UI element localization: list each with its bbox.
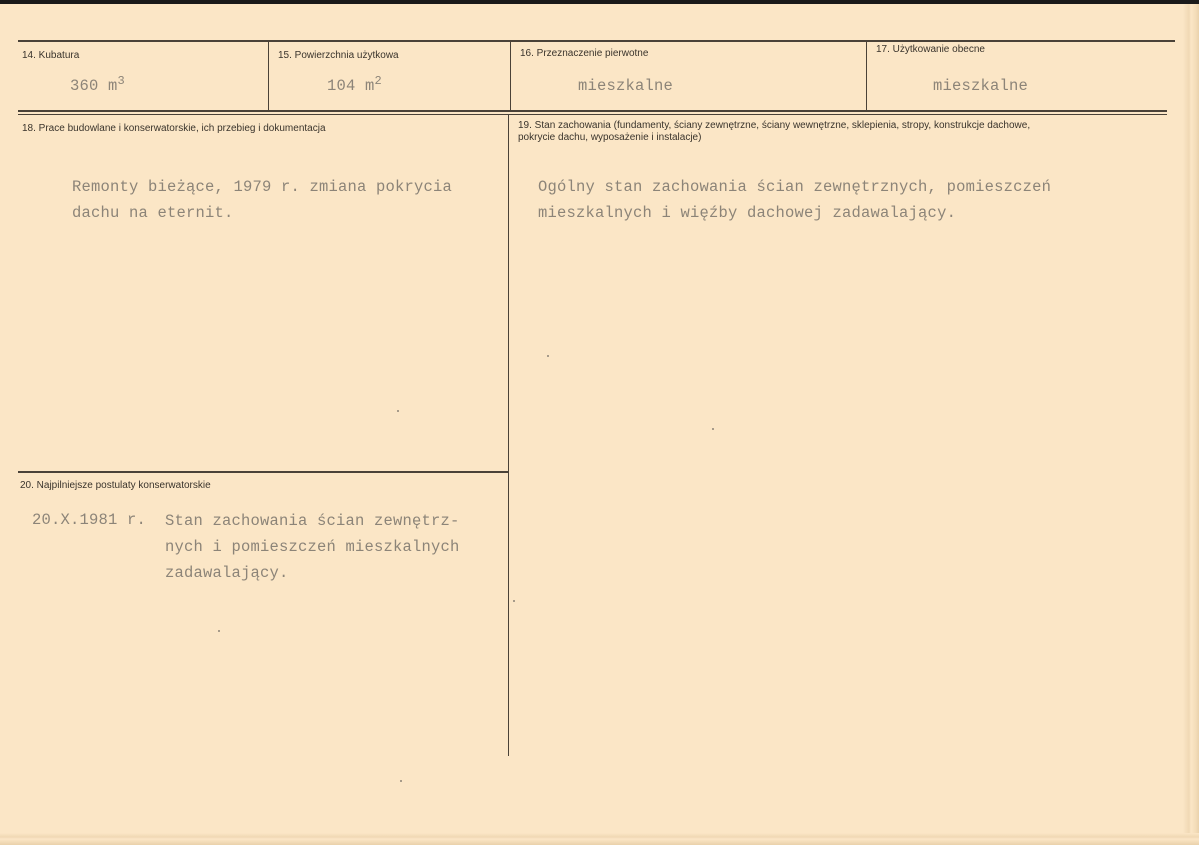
field-16-value: mieszkalne (578, 77, 674, 95)
row1-divider-2 (510, 41, 511, 111)
field-15-unit-exponent: 2 (374, 74, 382, 88)
section20-top-rule (18, 471, 508, 473)
card-edge-bottom (0, 833, 1199, 845)
paper-speck (400, 780, 402, 782)
field-14-value (70, 74, 125, 95)
row2-top-rule (18, 114, 1167, 115)
field-20-date: 20.X.1981 r. (32, 511, 147, 529)
paper-speck (547, 355, 549, 357)
top-rule (18, 40, 1175, 42)
field-20-text: Stan zachowania ścian zewnętrz- nych i pomieszczeń mieszkalnych zadawalający. (165, 512, 460, 582)
main-vertical-divider (508, 114, 509, 756)
field-20-label: 20. Najpilniejsze postulaty konserwatorskie (20, 480, 211, 491)
field-15-number: 104 m (327, 77, 375, 95)
field-17-value: mieszkalne (933, 77, 1029, 95)
field-19-label: 19. Stan zachowania (fundamenty, ściany zewnętrzne, ściany wewnętrzne, sklepienia, stropy, konstrukcje dachowe, pokrycie dachu, wyposażenie i instalacje) (518, 120, 1031, 143)
paper-speck (513, 600, 515, 602)
row1-bottom-rule (18, 110, 1167, 112)
field-15-label: 15. Powierzchnia użytkowa (278, 50, 399, 61)
field-16-label: 16. Przeznaczenie pierwotne (520, 48, 649, 59)
paper-speck (218, 630, 220, 632)
row1-divider-1 (268, 41, 269, 111)
field-18-label: 18. Prace budowlane i konserwatorskie, ich przebieg i dokumentacja (22, 123, 326, 134)
field-14-unit-exponent: 3 (117, 74, 125, 88)
row1-divider-3 (866, 41, 867, 111)
field-18-text: Remonty bieżące, 1979 r. zmiana pokrycia dachu na eternit. (72, 178, 453, 222)
paper-speck (712, 428, 714, 430)
field-14-number: 360 m (70, 77, 118, 95)
field-19-text: Ogólny stan zachowania ścian zewnętrznych, pomieszczeń mieszkalnych i więźby dachowej zadawalający. (538, 178, 1052, 222)
field-17-label: 17. Użytkowanie obecne (876, 44, 985, 55)
field-15-value (327, 74, 382, 95)
paper-speck (397, 410, 399, 412)
card-edge-right (1183, 4, 1199, 845)
field-14-label: 14. Kubatura (22, 50, 80, 61)
